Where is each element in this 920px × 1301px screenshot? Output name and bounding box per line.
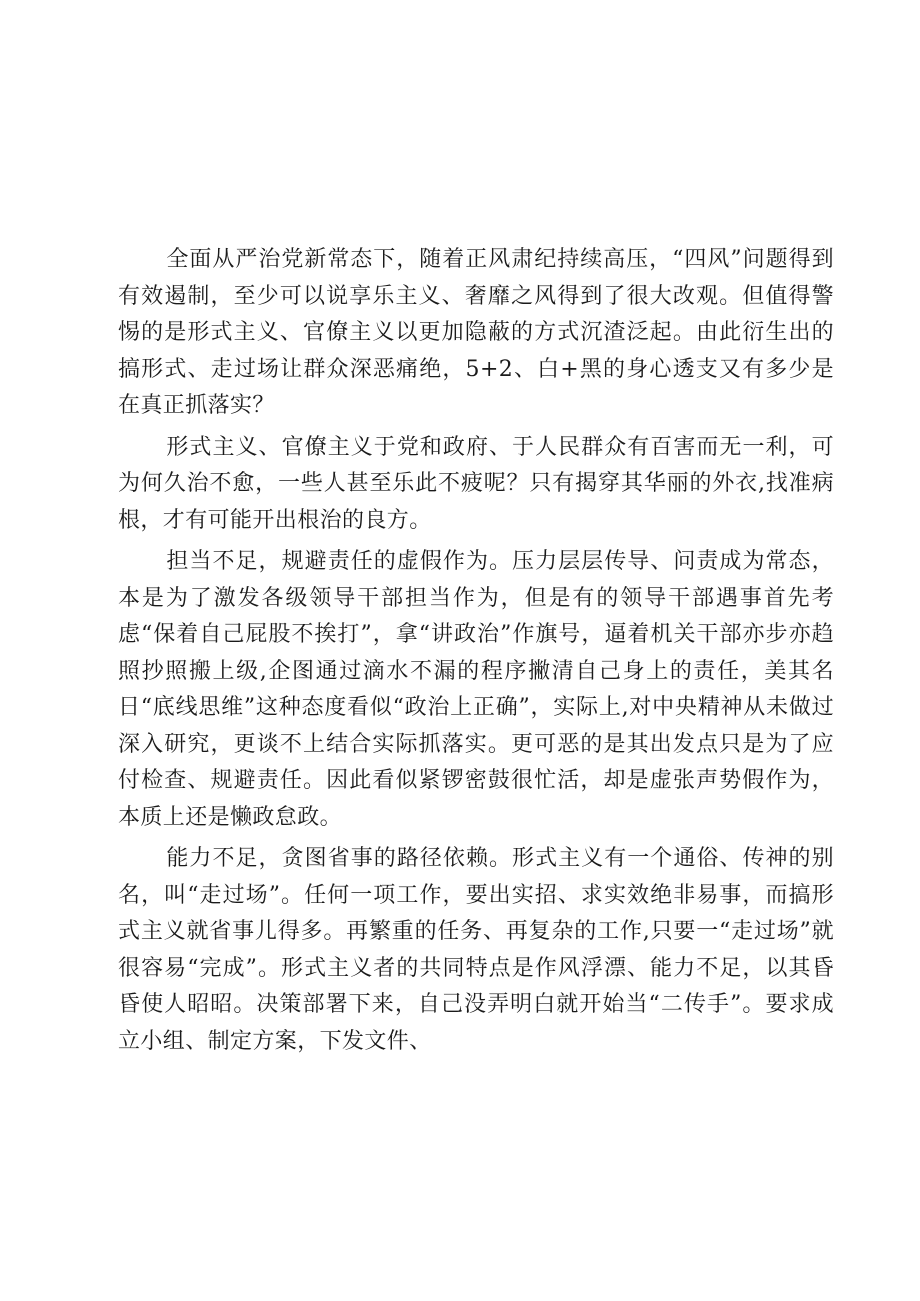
- paragraph-1: 全面从严治党新常态下，随着正风肃纪持续高压，“四风”问题得到有效遏制，至少可以说享乐主义、奢靡之风得到了很大改观。但值得警惕的是形式主义、官僚主义以更加隐蔽的方式沉渣泛起。由此衍生出的搞形式、走过场让群众深恶痛绝，5+2、白+黑的身心透支又有多少是在真正抓落实？: [118, 247, 834, 418]
- document-body: [118, 242, 834, 1065]
- paragraph-4: 能力不足，贪图省事的路径依赖。形式主义有一个通俗、传神的别名，叫“走过场”。任何一项工作，要出实招、求实效绝非易事，而搞形式主义就省事儿得多。再繁重的任务、再复杂的工作,只要一“走过场”就很容易“完成”。形式主义者的共同特点是作风浮漂、能力不足，以其昏昏使人昭昭。决策部署下来，自己没弄明白就开始当“二传手”。要求成立小组、制定方案，下发文件、: [118, 846, 834, 1054]
- paragraph-3: 担当不足，规避责任的虚假作为。压力层层传导、问责成为常态，本是为了激发各级领导干部担当作为，但是有的领导干部遇事首先考虑“保着自己屁股不挨打”，拿“讲政治”作旗号，逼着机关干部亦步亦趋照抄照搬上级,企图通过滴水不漏的程序撇清自己身上的责任，美其名日“底线思维”这种态度看似“政治上正确”，实际上,对中央精神从未做过深入研究，更谈不上结合实际抓落实。更可恶的是其出发点只是为了应付检查、规避责任。因此看似紧锣密鼓很忙活，却是虚张声势假作为，本质上还是懒政怠政。: [118, 549, 834, 830]
- paragraph-2: 形式主义、官僚主义于党和政府、于人民群众有百害而无一利，可为何久治不愈，一些人甚至乐此不疲呢？只有揭穿其华丽的外衣,找准病根，才有可能开出根治的良方。: [118, 434, 834, 533]
